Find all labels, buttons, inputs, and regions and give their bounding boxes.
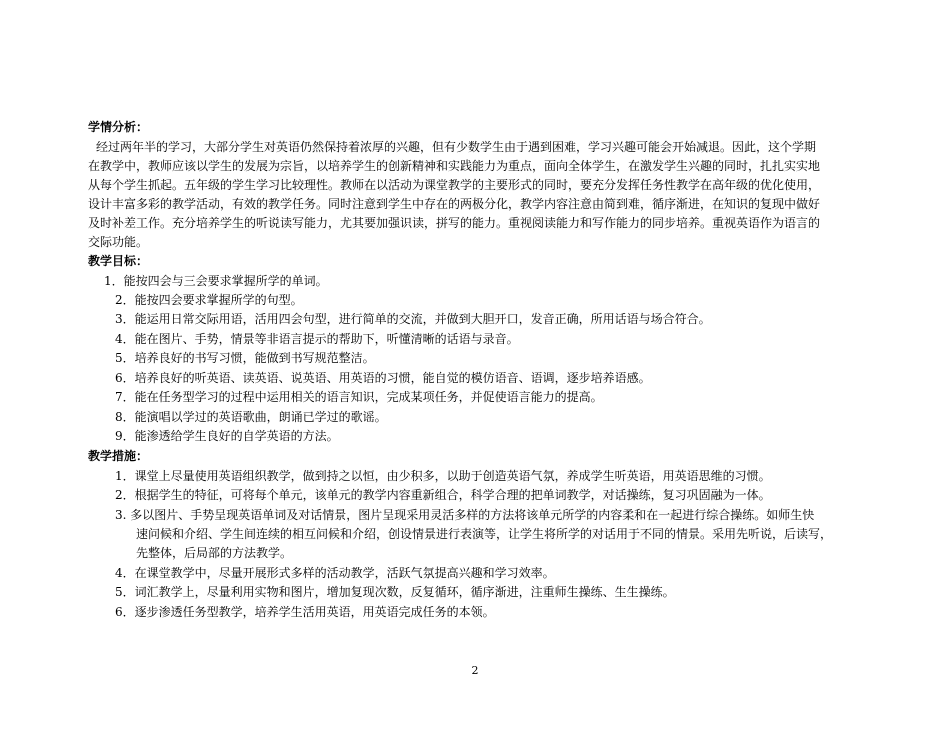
page-number: 2 bbox=[471, 664, 479, 677]
goal-item-1: 1．能按四会与三会要求掌握所学的单词。 bbox=[104, 274, 328, 288]
goal-item-2: 2．能按四会要求掌握所学的句型。 bbox=[115, 293, 303, 307]
goal-item-3: 3．能运用日常交际用语，活用四会句型，进行简单的交流，并做到大胆开口，发音正确，所用话语与场合符合。 bbox=[115, 312, 711, 326]
goal-item-7: 7．能在任务型学习的过程中运用相关的语言知识，完成某项任务，并促使语言能力的提高。 bbox=[115, 390, 603, 404]
goal-item-6: 6．培养良好的听英语、读英语、说英语、用英语的习惯，能自觉的模仿语音、语调，逐步培养语感。 bbox=[115, 371, 651, 385]
measure-line-5: 先整体，后局部的方法教学。 bbox=[136, 546, 293, 560]
measure-line-3: 3. 多以图片、手势呈现英语单词及对话情景，图片呈现采用灵活多样的方法将该单元所学的内容柔和在一起进行综合操练。如师生快 bbox=[115, 508, 815, 522]
analysis-line-1: 经过两年半的学习，大部分学生对英语仍然保持着浓厚的兴趣，但有少数学生由于遇到困难，学习兴趣可能会开始减退。因此，这个学期 bbox=[96, 140, 817, 154]
analysis-line-4: 设计丰富多彩的教学活动，有效的教学任务。同时注意到学生中存在的两极分化，教学内容注意由简到难，循序渐进，在知识的复现中做好 bbox=[88, 197, 821, 211]
analysis-line-6: 交际功能。 bbox=[88, 235, 149, 249]
section-heading-analysis: 学情分析： bbox=[88, 120, 149, 134]
goal-item-5: 5．培养良好的书写习惯，能做到书写规范整洁。 bbox=[115, 351, 375, 365]
measure-line-8: 6．逐步渗透任务型教学，培养学生活用英语，用英语完成任务的本领。 bbox=[115, 605, 495, 619]
measure-line-1: 1．课堂上尽量使用英语组织教学，做到持之以恒，由少积多，以助于创造英语气氛，养成学生听英语，用英语思维的习惯。 bbox=[115, 469, 771, 483]
measure-line-7: 5．词汇教学上，尽量利用实物和图片，增加复现次数，反复循环，循序渐进，注重师生操练、生生操练。 bbox=[115, 585, 675, 599]
goal-item-4: 4．能在图片、手势，情景等非语言提示的帮助下，听懂清晰的话语与录音。 bbox=[115, 332, 519, 346]
analysis-line-2: 在教学中，教师应该以学生的发展为宗旨，以培养学生的创新精神和实践能力为重点，面向全体学生，在激发学生兴趣的同时，扎扎实实地 bbox=[88, 159, 821, 173]
measure-line-2: 2．根据学生的特征，可将每个单元，该单元的教学内容重新组合，科学合理的把单词教学，对话操练，复习巩固融为一体。 bbox=[115, 488, 771, 502]
analysis-line-3: 从每个学生抓起。五年级的学生学习比较理性。教师在以活动为课堂教学的主要形式的同时，要充分发挥任务性教学在高年级的优化使用， bbox=[88, 178, 821, 192]
analysis-line-5: 及时补差工作。充分培养学生的听说读写能力，尤其要加强识读，拼写的能力。重视阅读能力和写作能力的同步培养。重视英语作为语言的 bbox=[88, 216, 821, 230]
section-heading-goals: 教学目标： bbox=[88, 254, 149, 268]
goal-item-9: 9．能渗透给学生良好的自学英语的方法。 bbox=[115, 429, 339, 443]
section-heading-measures: 教学措施： bbox=[88, 449, 149, 463]
goal-item-8: 8．能演唱以学过的英语歌曲，朗诵已学过的歌谣。 bbox=[115, 410, 387, 424]
measure-line-6: 4．在课堂教学中，尽量开展形式多样的活动教学，活跃气氛提高兴趣和学习效率。 bbox=[115, 566, 555, 580]
measure-line-4: 速问候和介绍、学生间连续的相互问候和介绍，创设情景进行表演等，让学生将所学的对话用于不同的情景。采用先听说，后读写， bbox=[136, 527, 833, 541]
